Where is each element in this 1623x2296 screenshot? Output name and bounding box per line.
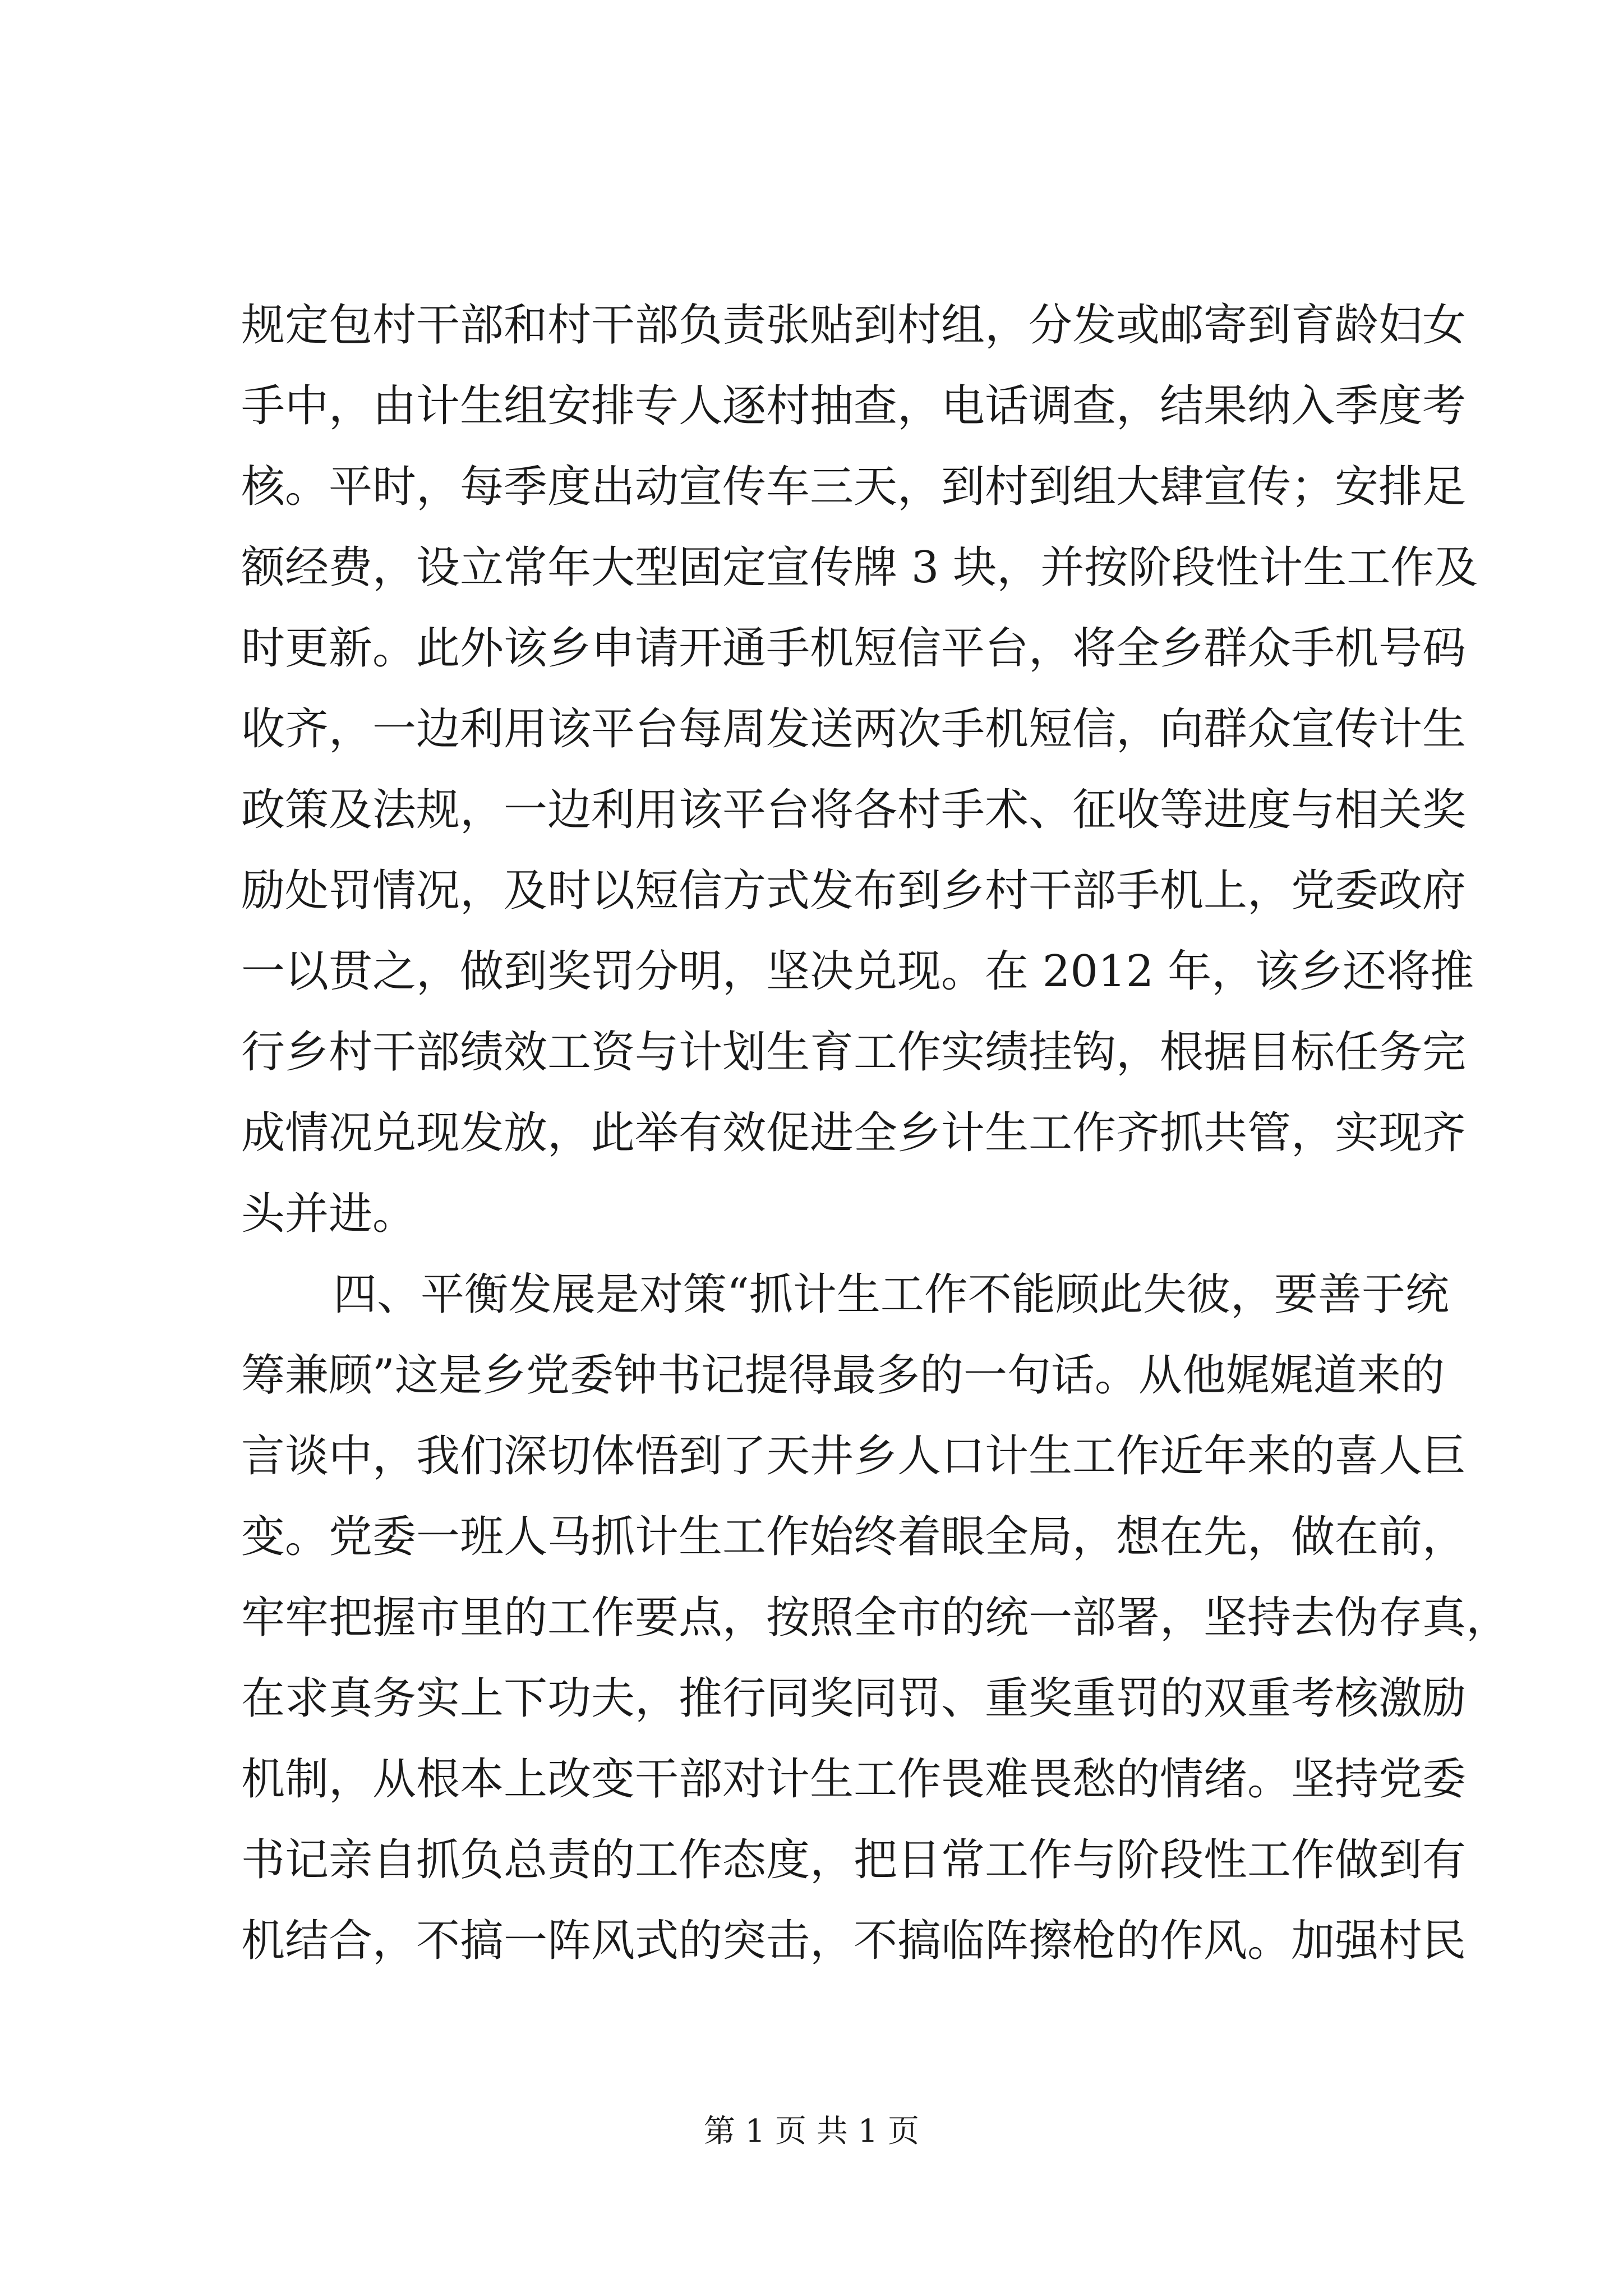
- text-line: 四、平衡发展是对策“抓计生工作不能顾此失彼，要善于统: [333, 1269, 1449, 1320]
- text-line: 时更新。此外该乡申请开通手机短信平台，将全乡群众手机号码: [241, 623, 1467, 674]
- text-line: 励处罚情况，及时以短信方式发布到乡村干部手机上，党委政府: [241, 866, 1467, 916]
- text-line: 收齐，一边利用该平台每周发送两次手机短信，向群众宣传计生: [241, 704, 1467, 754]
- document-body: [241, 285, 1510, 1981]
- text-line: 行乡村干部绩效工资与计划生育工作实绩挂钩，根据目标任务完: [241, 1027, 1467, 1078]
- text-line: 言谈中，我们深切体悟到了天井乡人口计生工作近年来的喜人巨: [241, 1431, 1467, 1481]
- text-line: 政策及法规，一边利用该平台将各村手术、征收等进度与相关奖: [241, 785, 1467, 835]
- text-line: 核。平时，每季度出动宣传车三天，到村到组大肆宣传；安排足: [241, 462, 1467, 512]
- text-line: 手中，由计生组安排专人逐村抽查，电话调查，结果纳入季度考: [241, 381, 1467, 431]
- text-line: 规定包村干部和村干部负责张贴到村组，分发或邮寄到育龄妇女: [241, 300, 1467, 351]
- text-line: 成情况兑现发放，此举有效促进全乡计生工作齐抓共管，实现齐: [241, 1108, 1467, 1158]
- text-line: 在求真务实上下功夫，推行同奖同罚、重奖重罚的双重考核激励: [241, 1673, 1467, 1724]
- text-line: 额经费，设立常年大型固定宣传牌 3 块，并按阶段性计生工作及: [241, 542, 1478, 593]
- text-line: 书记亲自抓负总责的工作态度，把日常工作与阶段性工作做到有: [241, 1835, 1467, 1885]
- text-line: 机结合，不搞一阵风式的突击，不搞临阵擦枪的作风。加强村民: [241, 1916, 1467, 1966]
- text-line: 机制，从根本上改变干部对计生工作畏难畏愁的情绪。坚持党委: [241, 1754, 1467, 1805]
- text-line: 筹兼顾”这是乡党委钟书记提得最多的一句话。从他娓娓道来的: [241, 1350, 1445, 1401]
- text-line: 头并进。: [241, 1189, 417, 1239]
- text-line: 变。党委一班人马抓计生工作始终着眼全局，想在先，做在前，: [241, 1512, 1467, 1562]
- page-number-footer: 第 1 页 共 1 页: [703, 2113, 920, 2150]
- text-line: 牢牢把握市里的工作要点，按照全市的统一部署，坚持去伪存真，: [241, 1593, 1510, 1643]
- text-line: 一以贯之，做到奖罚分明，坚决兑现。在 2012 年，该乡还将推: [241, 946, 1474, 997]
